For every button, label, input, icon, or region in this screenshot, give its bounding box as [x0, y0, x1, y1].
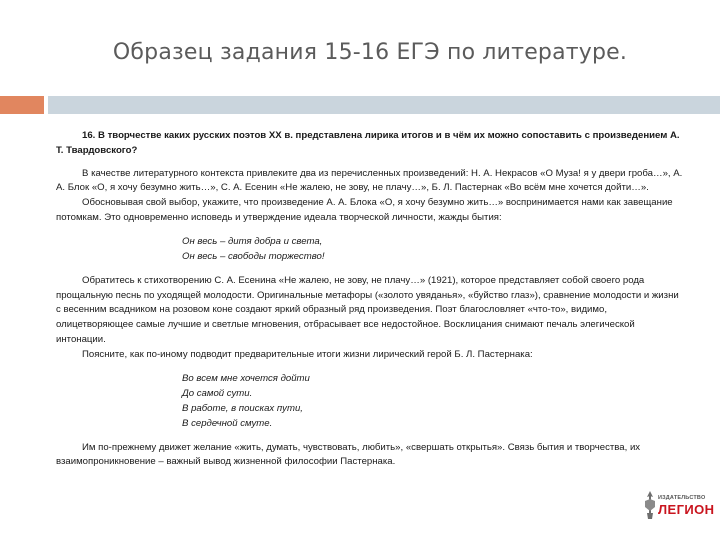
poem-line: Он весь – дитя добра и света,: [182, 235, 323, 247]
legion-emblem-icon: [642, 489, 658, 521]
poem-pasternak: [182, 371, 686, 431]
poem-line: Он весь – свободы торжество!: [182, 250, 325, 262]
logo-name: ЛЕГИОН: [658, 502, 715, 517]
poem-blok: [182, 234, 686, 264]
task-content: [56, 129, 686, 470]
task-paragraph-conclusion: Им по-прежнему движет желание «жить, думать, чувствовать, любить», «свершать открытья». Связь бытия и творчества, их взаимопроникновение – важный вывод жизненной философии Пастернака.: [56, 441, 641, 468]
task-paragraph-esenin: Обратитесь к стихотворению С. А. Есенина «Не жалею, не зову, не плачу…» (1921), которое представляет собой своего рода прощальную песнь по уходящей молодости. Оригинальные метафоры («золото увяданья», «буйство глаз»), сравнение молодости и жизни с весенним всадником на розовом коне создают яркий образный ряд произведения. Поэт благословляет «что-то», видимо, олицетворяющее самые лучшие и светлые мгновения, отбрасывает все недостойное. Восклицания снимают печаль элегической интонации.: [56, 274, 679, 345]
task-paragraph-context: В качестве литературного контекста привлеките два из перечисленных произведений: Н. А. Некрасов «О Муза! я у двери гроба…», А. А. Блок «О, я хочу безумно жить…», С. А. Есенин «Не жалею, не зову, не плачу…», Б. Л. Пастернак «Во всём мне хочется дойти…».: [56, 167, 683, 194]
task-paragraph-blok: Обосновывая свой выбор, укажите, что произведение А. А. Блока «О, я хочу безумно жить…» воспринимается нами как завещание потомкам. Это одновременно исповедь и утверждение идеала творческой личности, жажды бытия:: [56, 197, 673, 223]
title-underline-bar: [48, 96, 720, 114]
poem-line: В работе, в поисках пути,: [182, 402, 303, 414]
slide-title: Образец задания 15-16 ЕГЭ по литературе.: [112, 40, 628, 65]
poem-line: Во всем мне хочется дойти: [182, 372, 310, 384]
logo-publisher-label: ИЗДАТЕЛЬСТВО: [658, 495, 706, 501]
accent-bar: [0, 96, 44, 114]
task-question: 16. В творчестве каких русских поэтов ХХ в. представлена лирика итогов и в чём их можно сопоставить с произведением А. Т. Твардовского?: [56, 130, 680, 156]
publisher-logo: [642, 489, 714, 523]
poem-line: До самой сути.: [182, 387, 253, 399]
poem-line: В сердечной смуте.: [182, 417, 273, 429]
task-paragraph-pasternak: Поясните, как по-иному подводит предварительные итоги жизни лирический герой Б. Л. Пастернака:: [82, 348, 533, 360]
